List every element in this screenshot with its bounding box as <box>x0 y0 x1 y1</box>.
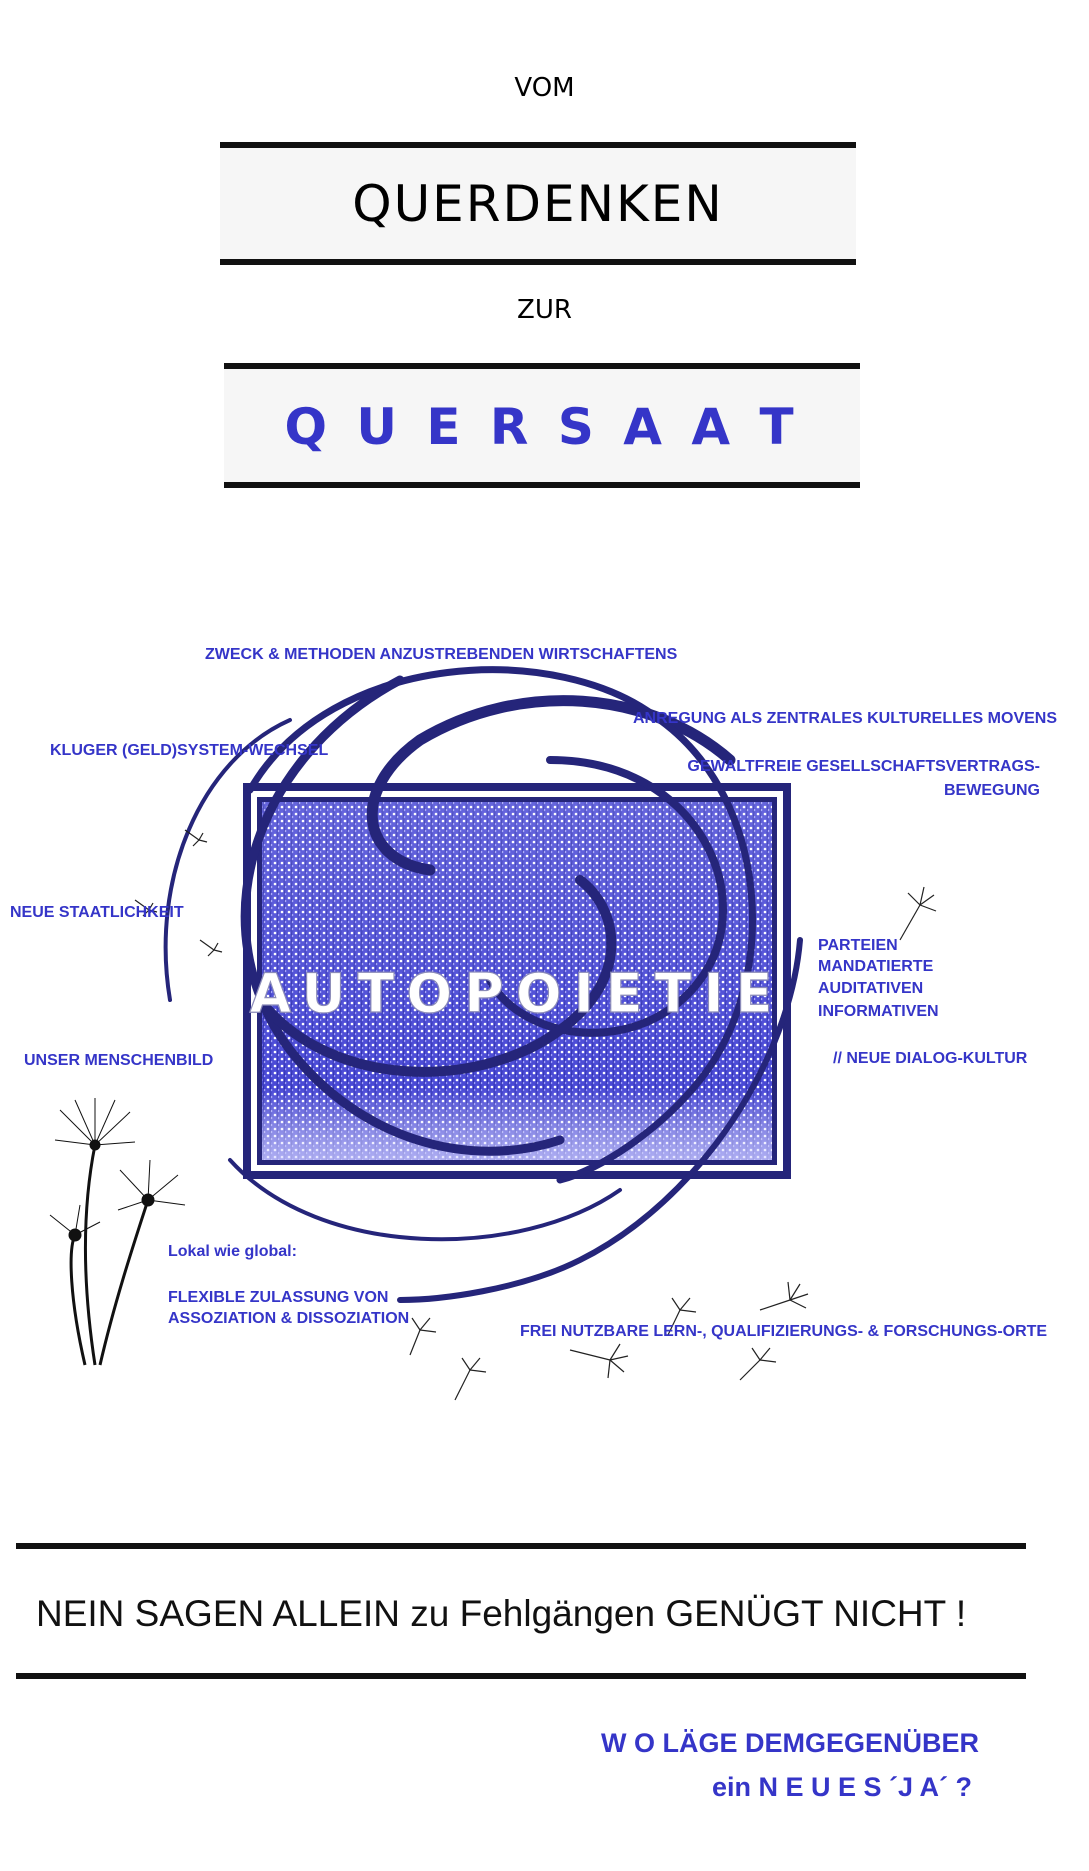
title-quersaat: Q U E R S A A T <box>284 398 800 456</box>
closing-neues-ja: N E U E S ´J A´ ? <box>751 1772 973 1802</box>
title2-top-rule <box>224 363 860 369</box>
label-menschenbild: UNSER MENSCHENBILD <box>24 1052 214 1069</box>
header-to: ZUR <box>517 295 572 325</box>
motto-text: NEIN SAGEN ALLEIN zu Fehlgängen GENÜGT NICHT ! <box>36 1593 967 1634</box>
motto-bottom-rule <box>16 1673 1026 1679</box>
label-flex-line2: ASSOZIATION & DISSOZIATION <box>168 1310 410 1327</box>
closing-line2 <box>712 1772 972 1803</box>
label-parteien-4: INFORMATIVEN <box>818 1003 939 1020</box>
dandelion-icon <box>50 1098 185 1365</box>
label-anregung: ANREGUNG ALS ZENTRALES KULTURELLES MOVENS <box>633 710 1058 727</box>
label-parteien-2: MANDATIERTE <box>818 958 934 975</box>
title1-bottom-rule <box>220 259 856 265</box>
label-zweck: ZWECK & METHODEN ANZUSTREBENDEN WIRTSCHAFTENS <box>205 646 678 663</box>
label-staat: NEUE STAATLICHKEIT <box>10 904 184 921</box>
title-querdenken: QUERDENKEN <box>352 175 724 233</box>
label-frei: FREI NUTZBARE LERN-, QUALIFIZIERUNGS- & FORSCHUNGS-ORTE <box>520 1323 1048 1340</box>
label-lokal: Lokal wie global: <box>168 1243 297 1260</box>
center-word: AUTOPOIETIE <box>249 962 785 1025</box>
title1-top-rule <box>220 142 856 148</box>
label-parteien-1: PARTEIEN <box>818 937 898 954</box>
motto-top-rule <box>16 1543 1026 1549</box>
header-from: VOM <box>514 73 575 103</box>
label-gewalt-line2: BEWEGUNG <box>944 782 1040 799</box>
label-kluger: KLUGER (GELD)SYSTEM-WECHSEL <box>50 742 329 759</box>
title2-bottom-rule <box>224 482 860 488</box>
closing-prefix: ein <box>712 1772 752 1802</box>
label-flex-line1: FLEXIBLE ZULASSUNG VON <box>168 1289 389 1306</box>
label-parteien-3: AUDITATIVEN <box>818 980 924 997</box>
label-gewalt-line1: GEWALTFREIE GESELLSCHAFTSVERTRAGS- <box>687 758 1040 775</box>
closing-line1: W O LÄGE DEMGEGENÜBER <box>601 1728 980 1758</box>
label-dialog: // NEUE DIALOG-KULTUR <box>833 1050 1028 1067</box>
